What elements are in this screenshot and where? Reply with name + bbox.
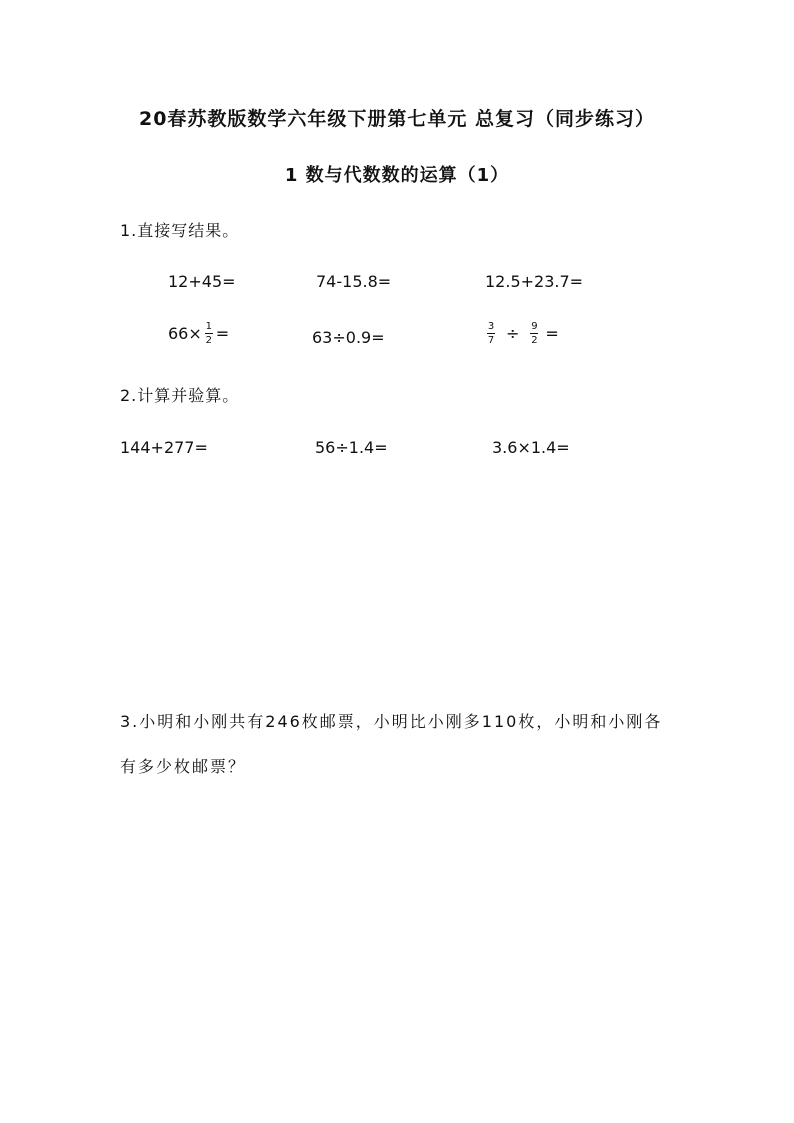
q1-expression-6 [484, 321, 559, 346]
q1-expression-1: 12+45= [168, 272, 236, 291]
q1-expression-5: 63÷0.9= [312, 328, 385, 347]
question-3-text [120, 699, 700, 789]
q2-expression-1: 144+277= [120, 438, 208, 457]
fraction-numerator: 3 [487, 321, 495, 332]
q1-e6-operator: ÷ [506, 324, 520, 343]
page-title: 20春苏教版数学六年级下册第七单元 总复习（同步练习） [138, 108, 656, 130]
q1-e6-fraction-1 [487, 321, 495, 346]
q1-expression-3: 12.5+23.7= [485, 272, 584, 291]
fraction-bar [205, 333, 213, 334]
q2-expression-3: 3.6×1.4= [492, 438, 570, 457]
fraction-bar [530, 333, 538, 334]
question-3-line-1: 3.小明和小刚共有246枚邮票，小明比小刚多110枚，小明和小刚各 [120, 712, 663, 731]
question-2-heading: 2.计算并验算。 [120, 386, 240, 405]
question-3-line-2: 有多少枚邮票？ [120, 757, 247, 776]
section-subtitle: 1 数与代数数的运算（1） [284, 165, 510, 186]
q1-expression-4 [168, 321, 229, 346]
fraction-numerator: 9 [531, 321, 538, 332]
fraction-numerator: 1 [205, 321, 212, 332]
q1-e4-operator: × [188, 324, 202, 343]
q1-e6-fraction-2 [530, 321, 538, 346]
fraction-denominator: 7 [487, 335, 495, 346]
q1-e4-operand: 66 [168, 324, 189, 343]
fraction-denominator: 2 [531, 335, 538, 346]
fraction-denominator: 2 [205, 335, 212, 346]
q1-e6-equals: = [545, 324, 559, 343]
fraction-bar [487, 333, 495, 334]
q2-expression-2: 56÷1.4= [315, 438, 388, 457]
q1-e4-equals: = [215, 324, 230, 343]
question-1-heading: 1.直接写结果。 [120, 221, 240, 240]
q1-expression-2: 74-15.8= [316, 272, 392, 291]
q1-e4-fraction [205, 321, 213, 346]
